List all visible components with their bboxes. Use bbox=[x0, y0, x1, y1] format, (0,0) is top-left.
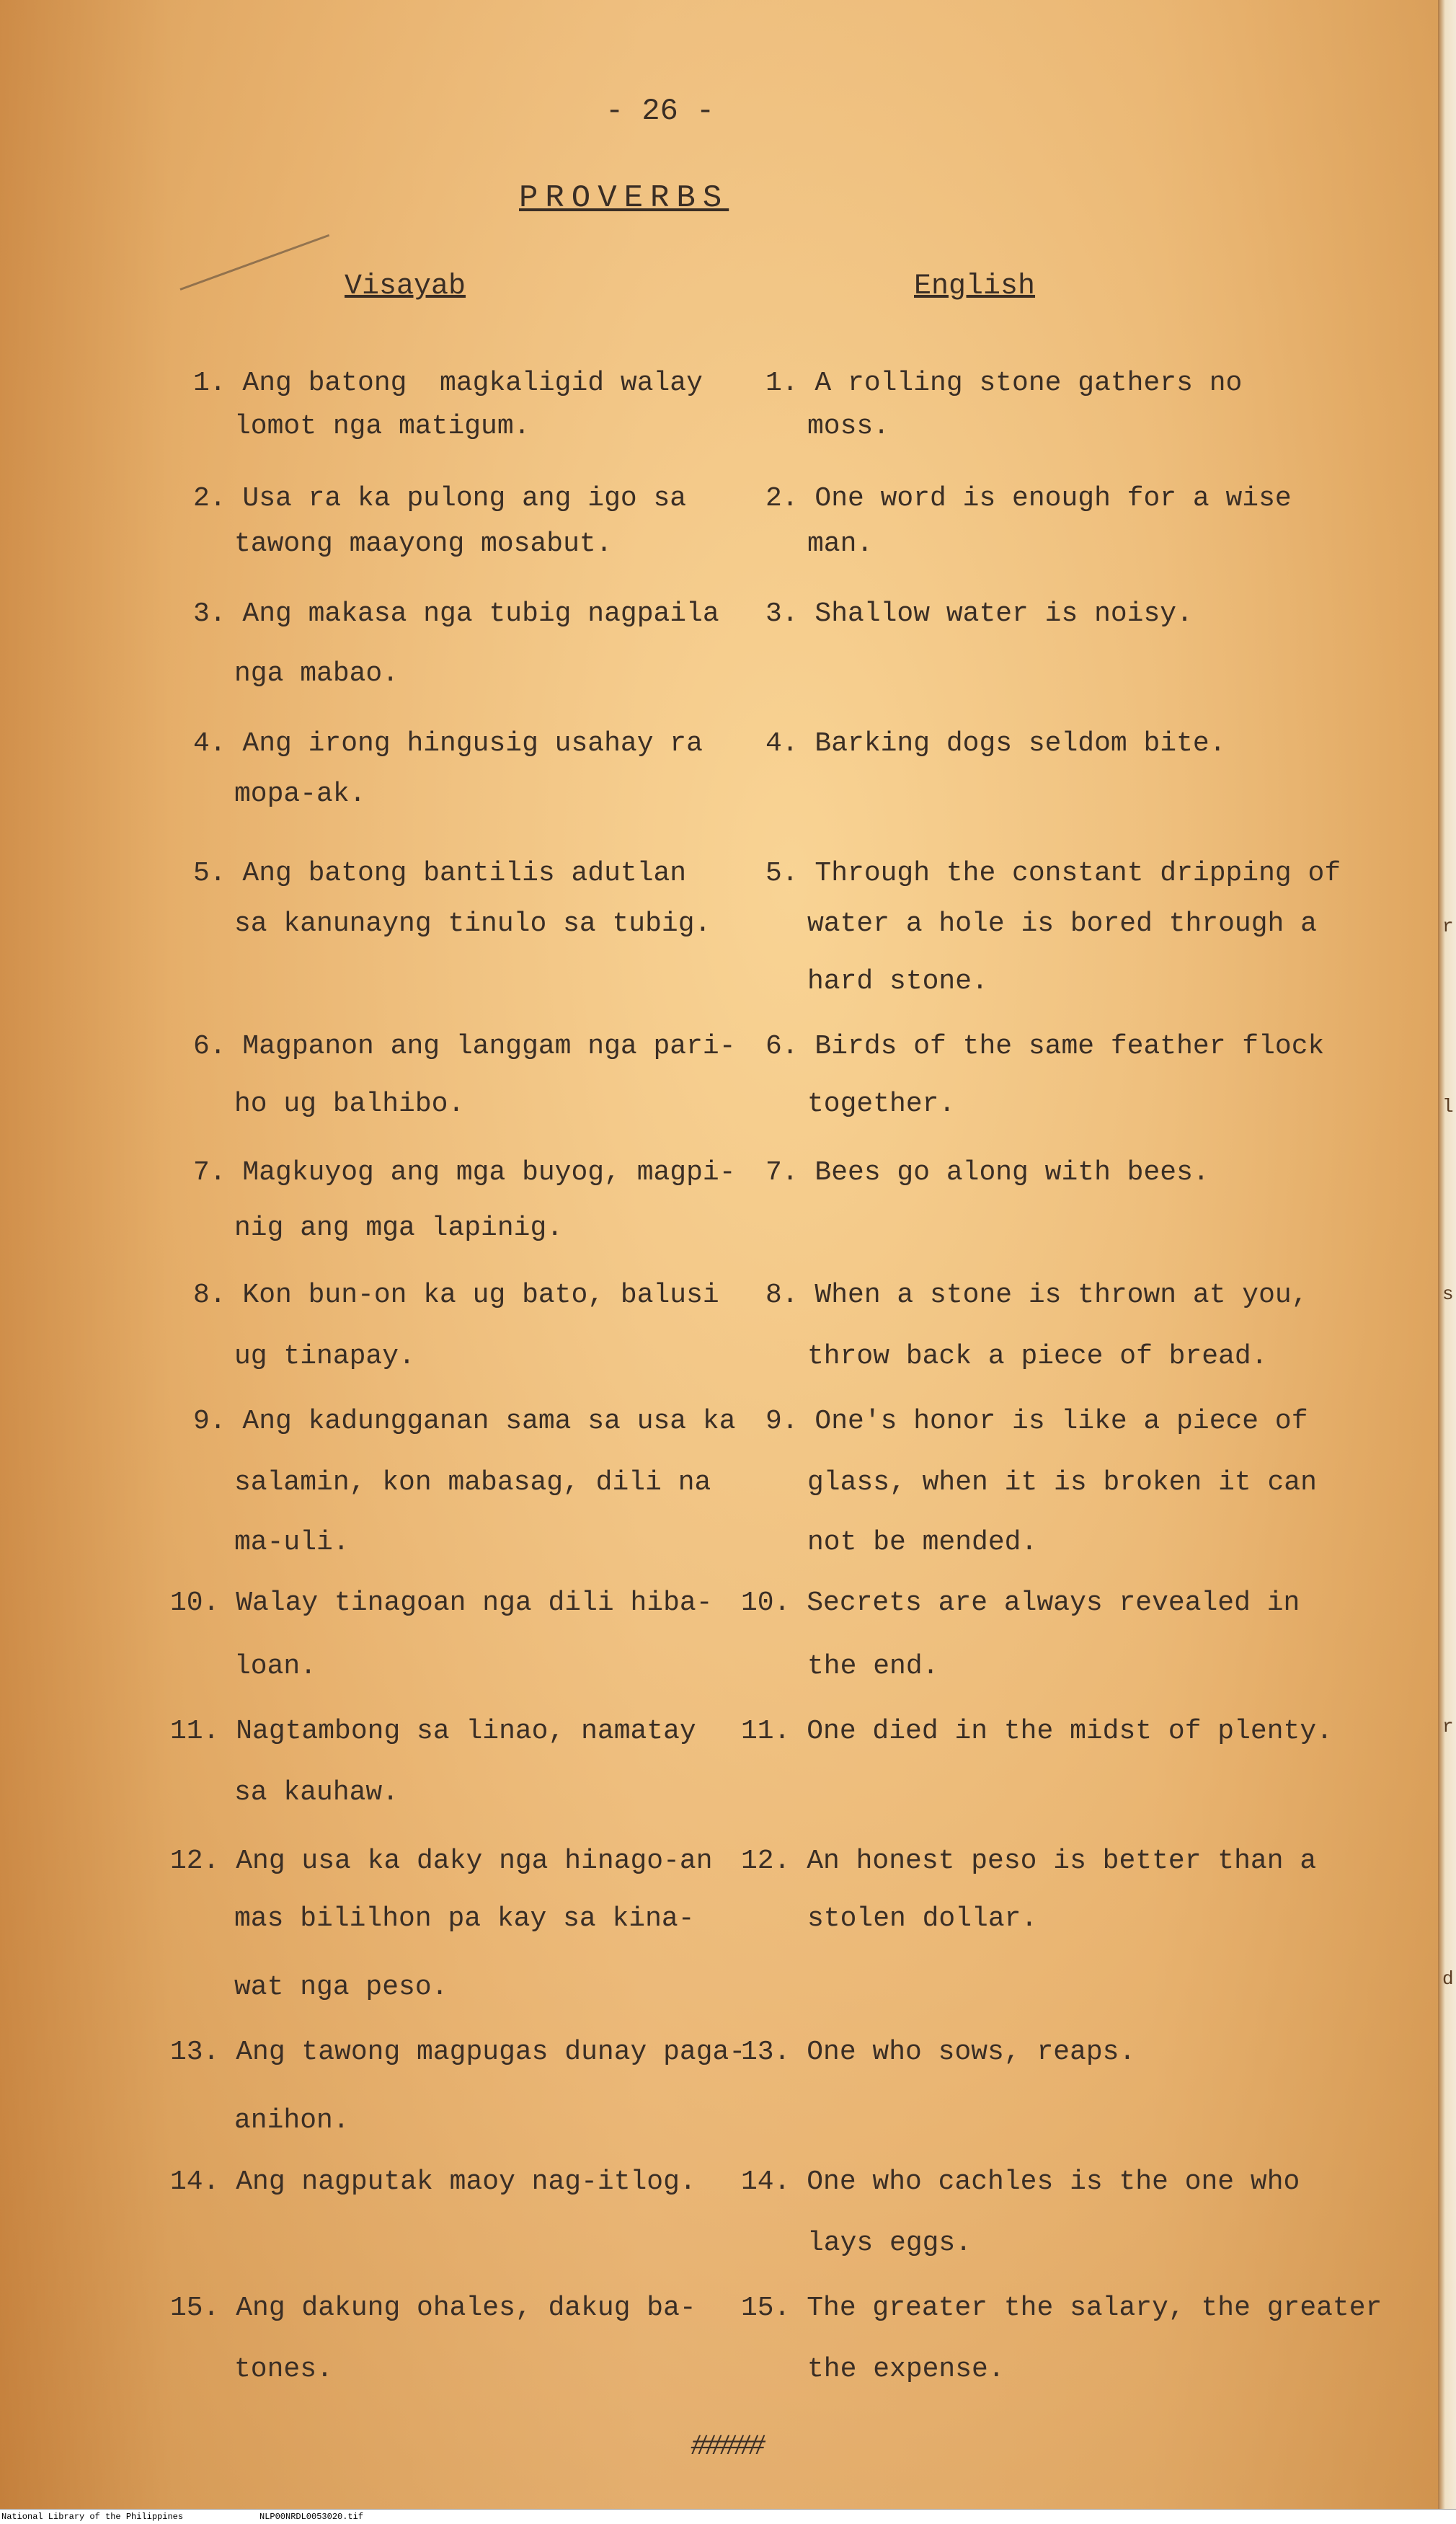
proverb-visayan-line: mopa-ak. bbox=[234, 779, 366, 810]
scan-footer bbox=[0, 2509, 1456, 2524]
adjacent-page-edge bbox=[1438, 0, 1456, 2509]
footer-library: National Library of the Philippines bbox=[1, 2512, 184, 2522]
proverb-visayan-line: tawong maayong mosabut. bbox=[234, 528, 613, 559]
proverb-english-line: glass, when it is broken it can bbox=[807, 1467, 1317, 1498]
proverb-english-line: the end. bbox=[807, 1651, 939, 1682]
page-number: - 26 - bbox=[605, 94, 715, 128]
proverb-english-line: 10. Secrets are always revealed in bbox=[741, 1588, 1300, 1619]
proverb-visayan-line: 11. Nagtambong sa linao, namatay bbox=[170, 1716, 696, 1747]
margin-letter: d bbox=[1442, 1968, 1454, 1990]
proverb-english-line: 7. Bees go along with bees. bbox=[765, 1157, 1209, 1188]
proverb-visayan-line: sa kauhaw. bbox=[234, 1777, 399, 1808]
proverb-visayan-line: ma-uli. bbox=[234, 1527, 350, 1558]
margin-letter: l bbox=[1442, 1096, 1454, 1117]
proverb-visayan-line: 3. Ang makasa nga tubig nagpaila bbox=[193, 598, 719, 629]
proverb-visayan-line: 12. Ang usa ka daky nga hinago-an bbox=[170, 1846, 713, 1877]
pen-stroke-mark bbox=[179, 234, 329, 291]
proverb-english-line: 2. One word is enough for a wise bbox=[765, 483, 1292, 514]
proverb-visayan-line: loan. bbox=[234, 1651, 317, 1682]
proverb-english-line: hard stone. bbox=[807, 966, 988, 997]
proverb-visayan-line: anihon. bbox=[234, 2105, 350, 2136]
proverb-visayan-line: 14. Ang nagputak maoy nag-itlog. bbox=[170, 2166, 696, 2197]
proverb-visayan-line: tones. bbox=[234, 2354, 333, 2385]
proverb-visayan-line: 8. Kon bun-on ka ug bato, balusi bbox=[193, 1280, 719, 1311]
proverb-english-line: man. bbox=[807, 528, 874, 559]
proverb-visayan-line: 4. Ang irong hingusig usahay ra bbox=[193, 728, 703, 759]
proverb-english-line: 15. The greater the salary, the greater bbox=[741, 2293, 1382, 2324]
proverb-english-line: 13. One who sows, reaps. bbox=[741, 2037, 1136, 2068]
proverb-english-line: 3. Shallow water is noisy. bbox=[765, 598, 1193, 629]
proverb-english-line: 6. Birds of the same feather flock bbox=[765, 1031, 1325, 1062]
margin-letter: r bbox=[1442, 916, 1454, 937]
footer-filename: NLP00NRDL0053020.tif bbox=[259, 2512, 364, 2522]
proverb-visayan-line: 5. Ang batong bantilis adutlan bbox=[193, 858, 687, 889]
column-header-visayan: Visayab bbox=[345, 270, 466, 303]
proverb-visayan-line: 2. Usa ra ka pulong ang igo sa bbox=[193, 483, 687, 514]
proverb-visayan-line: 9. Ang kadungganan sama sa usa ka bbox=[193, 1406, 736, 1437]
page-title: PROVERBS bbox=[519, 180, 729, 216]
proverb-visayan-line: nig ang mga lapinig. bbox=[234, 1213, 564, 1244]
proverb-english-line: 5. Through the constant dripping of bbox=[765, 858, 1341, 889]
proverb-english-line: 8. When a stone is thrown at you, bbox=[765, 1280, 1308, 1311]
proverb-english-line: 9. One's honor is like a piece of bbox=[765, 1406, 1308, 1437]
column-header-english: English bbox=[914, 270, 1036, 303]
margin-letter: r bbox=[1442, 1716, 1454, 1737]
proverb-english-line: 1. A rolling stone gathers no bbox=[765, 368, 1243, 399]
proverb-visayan-line: 10. Walay tinagoan nga dili hiba- bbox=[170, 1588, 713, 1619]
proverb-visayan-line: lomot nga matigum. bbox=[234, 411, 531, 442]
proverb-english-line: the expense. bbox=[807, 2354, 1005, 2385]
proverb-visayan-line: ug tinapay. bbox=[234, 1341, 415, 1372]
proverb-english-line: 11. One died in the midst of plenty. bbox=[741, 1716, 1333, 1747]
proverb-visayan-line: nga mabao. bbox=[234, 658, 399, 689]
proverb-english-line: 12. An honest peso is better than a bbox=[741, 1846, 1317, 1877]
proverb-english-line: throw back a piece of bread. bbox=[807, 1341, 1268, 1372]
proverb-visayan-line: 6. Magpanon ang langgam nga pari- bbox=[193, 1031, 736, 1062]
proverb-english-line: lays eggs. bbox=[807, 2228, 972, 2259]
end-mark: ##### bbox=[691, 2431, 763, 2463]
proverb-visayan-line: 7. Magkuyog ang mga buyog, magpi- bbox=[193, 1157, 736, 1188]
margin-letter: s bbox=[1442, 1283, 1454, 1305]
proverb-english-line: 4. Barking dogs seldom bite. bbox=[765, 728, 1226, 759]
proverb-english-line: moss. bbox=[807, 411, 890, 442]
proverb-english-line: not be mended. bbox=[807, 1527, 1038, 1558]
proverb-visayan-line: ho ug balhibo. bbox=[234, 1089, 465, 1120]
proverb-visayan-line: 13. Ang tawong magpugas dunay paga- bbox=[170, 2037, 746, 2068]
proverb-visayan-line: mas bililhon pa kay sa kina- bbox=[234, 1903, 695, 1934]
proverb-visayan-line: 1. Ang batong magkaligid walay bbox=[193, 368, 703, 399]
proverb-visayan-line: salamin, kon mabasag, dili na bbox=[234, 1467, 711, 1498]
proverb-visayan-line: wat nga peso. bbox=[234, 1972, 448, 2003]
proverb-english-line: together. bbox=[807, 1089, 956, 1120]
proverb-english-line: 14. One who cachles is the one who bbox=[741, 2166, 1300, 2197]
proverb-english-line: stolen dollar. bbox=[807, 1903, 1038, 1934]
proverb-visayan-line: 15. Ang dakung ohales, dakug ba- bbox=[170, 2293, 696, 2324]
proverb-visayan-line: sa kanunayng tinulo sa tubig. bbox=[234, 908, 711, 939]
proverb-english-line: water a hole is bored through a bbox=[807, 908, 1317, 939]
